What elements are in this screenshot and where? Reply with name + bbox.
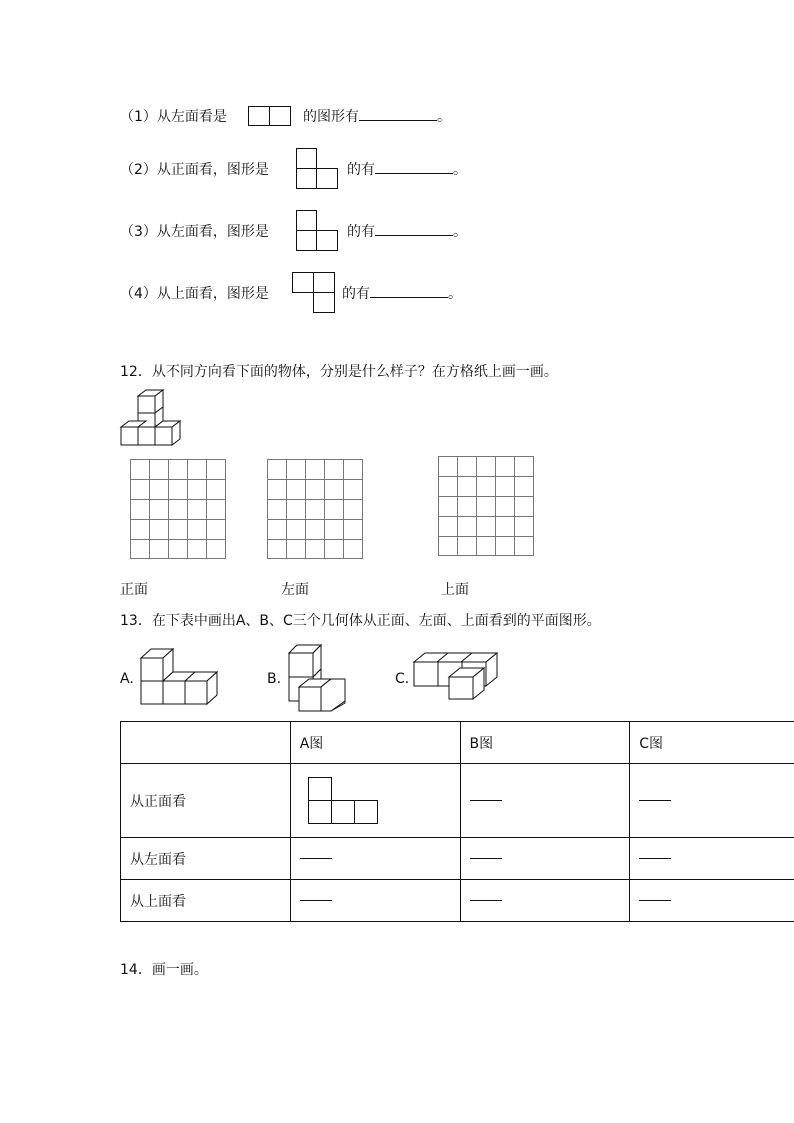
table-cell-c-top[interactable] xyxy=(630,880,794,922)
q12-heading xyxy=(120,362,558,382)
table-cell-b-front[interactable] xyxy=(460,764,630,838)
period: 。 xyxy=(437,109,451,125)
table-cell-a-front xyxy=(290,764,460,838)
q11-item-3 xyxy=(120,222,269,242)
answer-line[interactable] xyxy=(639,800,671,801)
shape-l-bottom-right xyxy=(316,168,338,189)
q12-label-front: 正面 xyxy=(120,582,148,598)
answer-line[interactable] xyxy=(470,858,502,859)
shape-z-top-left xyxy=(292,272,314,293)
table-header-a: A图 xyxy=(290,722,460,764)
shape-two-squares xyxy=(248,106,270,126)
q11-item-3-prefix: （3）从左面看，图形是 xyxy=(120,224,269,240)
table-header-c: C图 xyxy=(630,722,794,764)
q13-shape-c xyxy=(409,650,509,710)
shape-l2-top xyxy=(296,210,317,231)
q13-label-c: C. xyxy=(395,671,410,687)
q11-item-1 xyxy=(120,107,227,127)
answer-blank[interactable] xyxy=(370,285,448,298)
shape-l-bottom-left xyxy=(296,168,317,189)
q13-table xyxy=(120,721,794,922)
q14-number: 14． xyxy=(120,962,152,978)
table-row-label-front: 从正面看 xyxy=(121,764,291,838)
answer-blank[interactable] xyxy=(375,223,453,236)
shape-l2-bottom-left xyxy=(296,230,317,251)
period: 。 xyxy=(448,286,462,302)
table-cell-c-left[interactable] xyxy=(630,838,794,880)
q12-cube-figure xyxy=(118,388,188,448)
table-cell-b-left[interactable] xyxy=(460,838,630,880)
shape-l2-bottom-right xyxy=(316,230,338,251)
shape-z-top-right xyxy=(313,272,335,293)
table-row-label-left: 从左面看 xyxy=(121,838,291,880)
table-cell-c-front[interactable] xyxy=(630,764,794,838)
q14-text: 画一画。 xyxy=(151,962,208,978)
q13-label-a: A. xyxy=(120,671,134,687)
shape-z-bottom xyxy=(313,292,335,313)
q11-item-2-suffix: 的有 xyxy=(347,162,375,178)
q11-item-2-prefix: （2）从正面看，图形是 xyxy=(120,162,269,178)
shape-two-squares-right xyxy=(269,106,291,126)
q13-label-b: B. xyxy=(267,671,282,687)
answer-line[interactable] xyxy=(470,900,502,901)
q11-item-1-suffix: 的图形有 xyxy=(303,109,359,125)
q11-item-3-suffix: 的有 xyxy=(347,224,375,240)
table-cell-a-left[interactable] xyxy=(290,838,460,880)
q11-item-2-tail xyxy=(347,160,467,180)
table-cell-a-top[interactable] xyxy=(290,880,460,922)
q13-shape-a xyxy=(138,646,228,708)
answer-line[interactable] xyxy=(470,800,502,801)
q12-grid-front[interactable] xyxy=(130,459,226,559)
q12-grid-top[interactable] xyxy=(438,456,534,556)
answer-blank[interactable] xyxy=(359,108,437,121)
q12-grid-left[interactable] xyxy=(267,459,363,559)
q11-item-4 xyxy=(120,284,269,304)
q11-item-4-tail xyxy=(342,284,462,304)
q11-item-3-tail xyxy=(347,222,467,242)
q11-item-2 xyxy=(120,160,269,180)
q13-shape-b xyxy=(283,643,353,715)
q12-number: 12． xyxy=(120,364,152,380)
front-view-a xyxy=(308,777,382,825)
q13-text: 在下表中画出A、B、C三个几何体从正面、左面、上面看到的平面图形。 xyxy=(151,613,601,629)
table-cell-b-top[interactable] xyxy=(460,880,630,922)
q13-number: 13． xyxy=(120,613,152,629)
answer-line[interactable] xyxy=(300,900,332,901)
answer-line[interactable] xyxy=(639,900,671,901)
answer-blank[interactable] xyxy=(375,161,453,174)
q11-item-4-prefix: （4）从上面看，图形是 xyxy=(120,286,269,302)
table-header-b: B图 xyxy=(460,722,630,764)
q11-item-1-prefix: （1）从左面看是 xyxy=(120,109,227,125)
shape-l-top xyxy=(296,148,317,169)
answer-line[interactable] xyxy=(300,858,332,859)
q11-item-1-tail xyxy=(303,107,451,127)
q11-item-4-suffix: 的有 xyxy=(342,286,370,302)
q13-heading xyxy=(120,611,601,631)
period: 。 xyxy=(453,162,467,178)
q14-heading xyxy=(120,960,208,980)
q12-text: 从不同方向看下面的物体，分别是什么样子？在方格纸上画一画。 xyxy=(151,364,558,380)
table-row-label-top: 从上面看 xyxy=(121,880,291,922)
answer-line[interactable] xyxy=(639,858,671,859)
q12-label-left: 左面 xyxy=(281,582,309,598)
period: 。 xyxy=(453,224,467,240)
table-header-empty xyxy=(121,722,291,764)
q12-label-top: 上面 xyxy=(441,582,469,598)
